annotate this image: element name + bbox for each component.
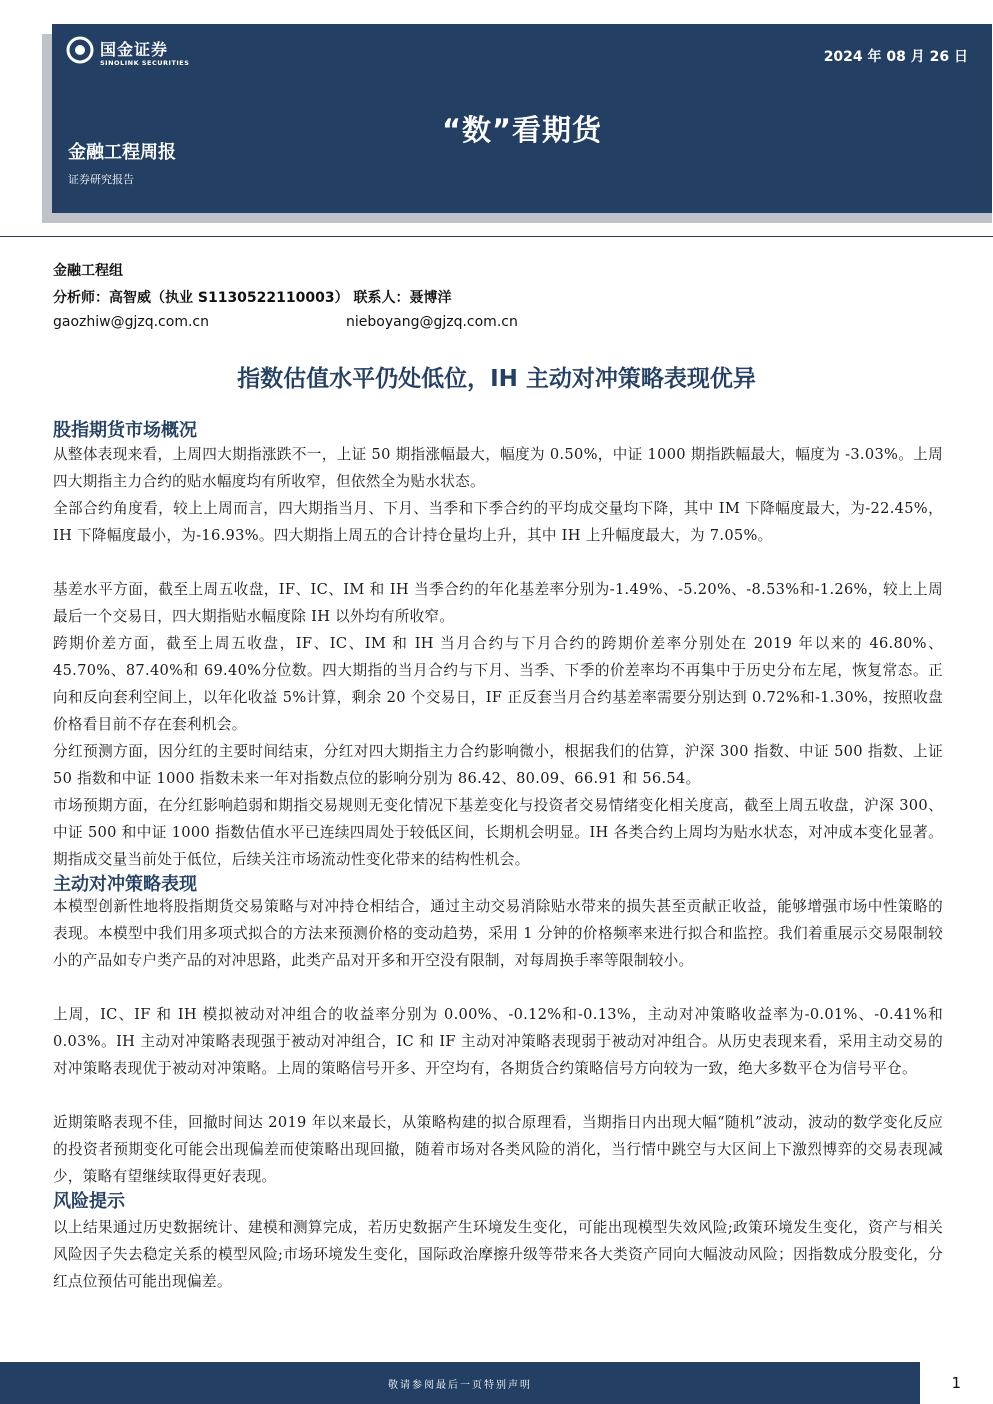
market-paragraph: 分红预测方面，因分红的主要时间结束，分红对四大期指主力合约影响微小，根据我们的估算，沪深 300 指数、中证 500 指数、上证 50 指数和中证 1000 指数未来一年对指数点位的影响分别为 86.42、80.09、66.91 和 56.54。 xyxy=(53,743,943,787)
header-divider xyxy=(0,236,993,237)
market-paragraph: 从整体表现来看，上周四大期指涨跌不一，上证 50 期指涨幅最大，幅度为 0.50%，中证 1000 期指跌幅最大，幅度为 -3.03%。上周四大期指主力合约的贴水幅度均有所收窄，但依然全为贴水状态。 xyxy=(53,446,943,490)
report-type: 证券研究报告 xyxy=(68,173,134,186)
hedge-paragraph: 近期策略表现不佳，回撤时间达 2019 年以来最长，从策略构建的拟合原理看，当期指日内出现大幅“随机”波动，波动的数学变化反应的投资者预期变化可能会出现偏差而使策略出现回撤，随着市场对各类风险的消化，当行情中跳空与大区间上下激烈博弈的交易表现减少，策略有望继续取得更好表现。 xyxy=(53,1114,943,1185)
footer-disclaimer-note: 敬请参阅最后一页特别声明 xyxy=(388,1380,532,1391)
market-paragraph: 市场预期方面，在分红影响趋弱和期指交易规则无变化情况下基差变化与投资者交易情绪变化相关度高，截至上周五收盘，沪深 300、中证 500 和中证 1000 指数估值水平已连续四周处于较低区间，长期机会明显。IH 各类合约上周均为贴水状态，对冲成本变化显著。期指成交量当前处于低位，后续关注市场流动性变化带来的结构性机会。 xyxy=(53,797,943,868)
logo-mark-icon xyxy=(66,36,94,64)
market-paragraph: 全部合约角度看，较上上周而言，四大期指当月、下月、当季和下季合约的平均成交量均下降，其中 IM 下降幅度最大，为-22.45%，IH 下降幅度最小，为-16.93%。四大期指上周五的合计持仓量均上升，其中 IH 上升幅度最大，为 7.05%。 xyxy=(53,500,943,544)
contact-email[interactable]: nieboyang@gjzq.com.cn xyxy=(346,314,518,330)
hedge-paragraph: 上周，IC、IF 和 IH 模拟被动对冲组合的收益率分别为 0.00%、-0.12%和-0.13%，主动对冲策略收益率为-0.01%、-0.41%和 0.03%。IH 主动对冲策略表现强于被动对冲组合，IC 和 IF 主动对冲策略表现弱于被动对冲组合。从历史表现来看，采用主动交易的对冲策略表现优于被动对冲策略。上周的策略信号开多、开空均有，各期货合约策略信号方向较为一致，绝大多数平仓为信号平仓。 xyxy=(53,1006,943,1077)
report-banner xyxy=(52,24,992,213)
analyst-line: 分析师：高智威（执业 S1130522110003） 联系人：聂博洋 xyxy=(53,290,452,306)
brand-name-en: SINOLINK SECURITIES xyxy=(100,59,190,67)
risk-paragraph: 以上结果通过历史数据统计、建模和测算完成，若历史数据产生环境发生变化，可能出现模型失效风险;政策环境发生变化，资产与相关风险因子失去稳定关系的模型风险;市场环境发生变化，国际政治摩擦升级等带来各大类资产同向大幅波动风险；因指数成分股变化，分红点位预估可能出现偏差。 xyxy=(53,1219,943,1290)
analyst-email[interactable]: gaozhiw@gjzq.com.cn xyxy=(53,314,209,330)
report-headline: 指数估值水平仍处低位，IH 主动对冲策略表现优异 xyxy=(237,366,756,392)
market-paragraph: 基差水平方面，截至上周五收盘，IF、IC、IM 和 IH 当季合约的年化基差率分别为-1.49%、-5.20%、-8.53%和-1.26%，较上上周最后一个交易日，四大期指贴水幅度除 IH 以外均有所收窄。 xyxy=(53,581,943,625)
report-date: 2024 年 08 月 26 日 xyxy=(823,49,968,65)
market-paragraph: 跨期价差方面，截至上周五收盘，IF、IC、IM 和 IH 当月合约与下月合约的跨期价差率分别处在 2019 年以来的 46.80%、45.70%、87.40%和 69.40%分位数。四大期指的当月合约与下月、当季、下季的价差率均不再集中于历史分布左尾，恢复常态。正向和反向套利空间上，以年化收益 5%计算，剩余 20 个交易日，IF 正反套当月合约基差率需要分别达到 0.72%和-1.30%，按照收盘价格看目前不存在套利机会。 xyxy=(53,635,943,733)
section-heading-risk: 风险提示 xyxy=(53,1191,125,1212)
page-number: 1 xyxy=(951,1374,961,1392)
report-series: 金融工程周报 xyxy=(68,142,176,163)
brand-name-cn: 国金证券 xyxy=(100,40,169,59)
team-name: 金融工程组 xyxy=(53,263,123,279)
report-title: “数”看期货 xyxy=(441,113,603,147)
hedge-paragraph: 本模型创新性地将股指期货交易策略与对冲持仓相结合，通过主动交易消除贴水带来的损失甚至贡献正收益，能够增强市场中性策略的表现。本模型中我们用多项式拟合的方法来预测价格的变动趋势，采用 1 分钟的价格频率来进行拟合和监控。我们着重展示交易限制较小的产品如专户类产品的对冲思路，此类产品对开多和开空没有限制，对每周换手率等限制较小。 xyxy=(53,898,943,969)
section-heading-hedge: 主动对冲策略表现 xyxy=(53,874,197,895)
section-heading-market: 股指期货市场概况 xyxy=(53,420,197,441)
brand-logo xyxy=(66,36,216,80)
